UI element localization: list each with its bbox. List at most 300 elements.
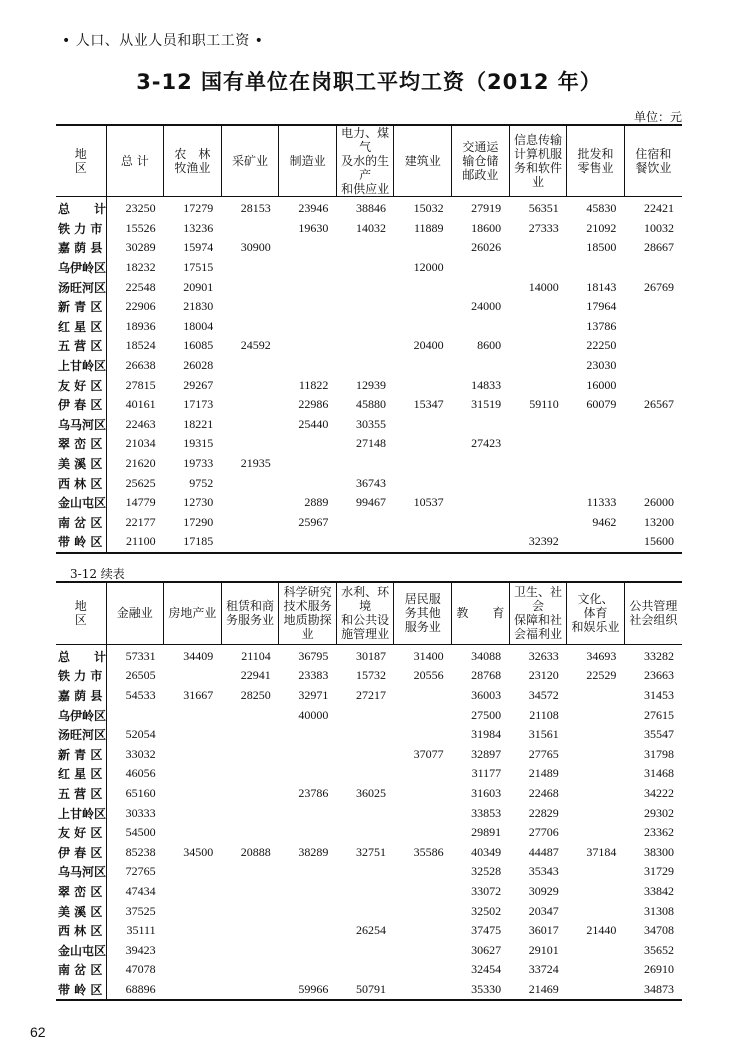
table-cell: 13200: [644, 514, 674, 529]
table-cell: [394, 317, 452, 337]
table-cell: [394, 686, 452, 706]
table-cell: 18500: [586, 240, 617, 255]
row-region-label: 金山屯区: [56, 940, 106, 960]
table-cell: 13236: [183, 220, 214, 235]
table-cell: [394, 238, 452, 258]
table-cell: 28667: [644, 240, 674, 255]
row-region-label: 上甘岭区: [56, 803, 106, 823]
table-row: [56, 356, 682, 376]
table-cell: 21108: [529, 707, 559, 722]
table-row: [56, 803, 682, 823]
table-cell: 18232: [125, 260, 156, 275]
table-cell: 36017: [528, 923, 559, 938]
table-cell: 35547: [644, 727, 674, 742]
table-row: [56, 219, 682, 239]
table-cell: [164, 940, 222, 960]
table-cell: 23250: [125, 201, 156, 216]
table-cell: 27217: [355, 687, 386, 702]
table-cell: [509, 493, 567, 513]
table-cell: 15974: [183, 240, 214, 255]
table-cell: [221, 375, 279, 395]
table-cell: [336, 862, 394, 882]
table-cell: 24592: [240, 338, 271, 353]
table-cell: 59110: [529, 397, 559, 412]
table-cell: 36795: [298, 648, 329, 663]
table-row: [56, 395, 682, 415]
table-cell: [394, 375, 452, 395]
table-cell: 14833: [471, 377, 502, 392]
table-cell: 21489: [528, 766, 559, 781]
table-cell: [279, 940, 337, 960]
table-cell: 20400: [413, 338, 444, 353]
table-cell: 26769: [644, 279, 674, 294]
column-header: 金融业: [106, 582, 164, 644]
table-cell: 30627: [471, 942, 502, 957]
table-cell: 17185: [183, 534, 214, 549]
row-region-label: 汤旺河区: [56, 725, 106, 745]
table-row: [56, 644, 682, 666]
table-cell: 33842: [644, 883, 674, 898]
continuation-label: 3-12 续表: [70, 567, 125, 581]
table-row: [56, 725, 682, 745]
table-cell: [221, 960, 279, 980]
table-cell: 26638: [125, 358, 156, 373]
table-cell: [221, 219, 279, 239]
table-cell: [394, 415, 452, 435]
row-region-label: 红 星 区: [56, 317, 106, 337]
table-cell: 38300: [644, 844, 674, 859]
table-cell: 18524: [125, 338, 156, 353]
table-cell: [221, 277, 279, 297]
table-cell: [279, 725, 337, 745]
table-cell: [624, 297, 682, 317]
table-cell: 26254: [355, 923, 386, 938]
table-cell: [336, 258, 394, 278]
table-cell: [221, 744, 279, 764]
table-row: [56, 686, 682, 706]
table-cell: 72765: [125, 864, 156, 879]
table-cell: [221, 823, 279, 843]
table-cell: [336, 882, 394, 902]
table-cell: [279, 258, 337, 278]
page-number: 62: [30, 1024, 46, 1040]
table-cell: [394, 980, 452, 1001]
table-cell: 31453: [644, 687, 674, 702]
table-row: [56, 862, 682, 882]
column-header: 文化、 体育 和娱乐业: [567, 582, 625, 644]
table-cell: 37077: [413, 746, 444, 761]
table-cell: [164, 862, 222, 882]
table-cell: [279, 277, 337, 297]
row-region-label: 汤旺河区: [56, 277, 106, 297]
table-row: [56, 336, 682, 356]
column-header-region: 地 区: [74, 599, 111, 628]
table-cell: [394, 803, 452, 823]
row-region-label: 伊 春 区: [56, 395, 106, 415]
table-cell: 34088: [471, 648, 502, 663]
row-region-label: 总 计: [56, 197, 106, 219]
table-cell: 9752: [189, 475, 214, 490]
table-cell: [279, 960, 337, 980]
table-cell: 28153: [240, 201, 271, 216]
row-region-label: 嘉 荫 县: [56, 686, 106, 706]
table-cell: [279, 901, 337, 921]
table-cell: 32897: [471, 746, 502, 761]
table-cell: 35586: [413, 844, 444, 859]
table-cell: [567, 901, 625, 921]
table-cell: [509, 238, 567, 258]
table-cell: 14779: [125, 495, 156, 510]
table-cell: [509, 297, 567, 317]
table-cell: [221, 297, 279, 317]
row-region-label: 乌马河区: [56, 415, 106, 435]
table-cell: 38846: [355, 201, 386, 216]
table-cell: 36743: [355, 475, 386, 490]
table-cell: 32633: [528, 648, 559, 663]
table-cell: [394, 454, 452, 474]
table-cell: [221, 725, 279, 745]
row-region-label: 西 林 区: [56, 921, 106, 941]
table-row: [56, 823, 682, 843]
table-cell: [221, 862, 279, 882]
table-cell: [164, 764, 222, 784]
table-row: [56, 277, 682, 297]
table-row: [56, 493, 682, 513]
table-cell: 11822: [298, 377, 329, 392]
table-cell: 11889: [414, 220, 444, 235]
table-row: [56, 960, 682, 980]
table-cell: 54533: [125, 687, 156, 702]
table-cell: [567, 705, 625, 725]
table-cell: 35330: [471, 981, 502, 996]
table-cell: [221, 980, 279, 1001]
table-cell: [279, 454, 337, 474]
table-cell: [221, 434, 279, 454]
table-cell: 37184: [586, 844, 617, 859]
table-cell: 29101: [528, 942, 559, 957]
table-cell: 27333: [528, 220, 559, 235]
table-cell: [279, 317, 337, 337]
table-row: [56, 882, 682, 902]
table-cell: 40161: [125, 397, 156, 412]
table-cell: 26026: [471, 240, 502, 255]
table-cell: [394, 901, 452, 921]
table-cell: 26567: [644, 397, 674, 412]
row-region-label: 翠 峦 区: [56, 882, 106, 902]
table-cell: 23120: [528, 668, 559, 683]
table-cell: [624, 375, 682, 395]
table-cell: [221, 473, 279, 493]
table-cell: [336, 940, 394, 960]
table-cell: 22829: [528, 805, 559, 820]
table-cell: 32528: [471, 864, 502, 879]
table-cell: 31400: [413, 648, 444, 663]
table-cell: 21469: [528, 981, 559, 996]
table-cell: 23383: [298, 668, 329, 683]
column-header: 总 计: [106, 125, 164, 197]
table-cell: 85238: [125, 844, 156, 859]
table-cell: 26505: [125, 668, 156, 683]
table-cell: [452, 356, 510, 376]
table-cell: [164, 705, 222, 725]
table-cell: 34500: [183, 844, 214, 859]
table-cell: [221, 784, 279, 804]
table-cell: 15526: [125, 220, 156, 235]
table-cell: 26028: [183, 358, 214, 373]
table-cell: 31177: [471, 766, 502, 781]
table-cell: 25967: [298, 514, 329, 529]
table-cell: 47078: [125, 962, 156, 977]
table-cell: [567, 803, 625, 823]
table-cell: [452, 415, 510, 435]
row-region-label: 五 营 区: [56, 784, 106, 804]
table-row: [56, 317, 682, 337]
table-cell: [279, 764, 337, 784]
table-cell: 17279: [183, 201, 214, 216]
column-header: 卫生、社会 保障和社 会福利业: [509, 582, 567, 644]
table-cell: 27500: [471, 707, 502, 722]
table-cell: [624, 336, 682, 356]
row-region-label: 嘉 荫 县: [56, 238, 106, 258]
table-cell: 32502: [471, 903, 502, 918]
row-region-label: 友 好 区: [56, 823, 106, 843]
row-region-label: 乌伊岭区: [56, 705, 106, 725]
table-cell: 23362: [644, 825, 674, 840]
table-cell: 56351: [528, 201, 559, 216]
table-cell: 27919: [471, 201, 502, 216]
table-cell: 28768: [471, 668, 502, 683]
table-cell: 31729: [644, 864, 674, 879]
table-cell: [164, 744, 222, 764]
table-cell: 30355: [355, 416, 386, 431]
table-cell: 25625: [125, 475, 156, 490]
table-cell: 29267: [183, 377, 214, 392]
row-region-label: 友 好 区: [56, 375, 106, 395]
table-cell: 13786: [586, 318, 617, 333]
table-cell: 22529: [586, 668, 617, 683]
table-cell: [221, 705, 279, 725]
column-header: 信息传输 计算机服 务和软件业: [509, 125, 567, 197]
table-cell: 26910: [644, 962, 674, 977]
table-cell: 17515: [183, 260, 214, 275]
table-row: [56, 901, 682, 921]
row-region-label: 南 岔 区: [56, 960, 106, 980]
row-region-label: 伊 春 区: [56, 842, 106, 862]
table-cell: [221, 513, 279, 533]
table-cell: [394, 921, 452, 941]
table-cell: [279, 297, 337, 317]
column-header: 批发和 零售业: [567, 125, 625, 197]
table-cell: [624, 258, 682, 278]
table-cell: [567, 473, 625, 493]
table-cell: 19315: [183, 436, 214, 451]
table-row: [56, 666, 682, 686]
table-cell: [394, 823, 452, 843]
table-cell: [164, 823, 222, 843]
table-cell: 21935: [240, 456, 271, 471]
table-cell: 34708: [644, 923, 674, 938]
table-cell: 12730: [183, 495, 214, 510]
table-cell: [336, 705, 394, 725]
table-cell: 45880: [355, 397, 386, 412]
table-row: [56, 744, 682, 764]
row-region-label: 南 岔 区: [56, 513, 106, 533]
table-cell: 20901: [183, 279, 214, 294]
table-row: [56, 375, 682, 395]
table-cell: [394, 473, 452, 493]
table-row: [56, 705, 682, 725]
table-cell: [221, 882, 279, 902]
table-cell: 35343: [528, 864, 559, 879]
table-cell: [452, 532, 510, 553]
table-cell: [164, 921, 222, 941]
row-region-label: 带 岭 区: [56, 980, 106, 1001]
row-region-label: 金山屯区: [56, 493, 106, 513]
table-cell: 22906: [125, 299, 156, 314]
table-cell: [164, 725, 222, 745]
table-cell: [567, 725, 625, 745]
row-region-label: 带 岭 区: [56, 532, 106, 553]
table-cell: [452, 473, 510, 493]
table-cell: [164, 784, 222, 804]
table-cell: 32454: [471, 962, 502, 977]
table-cell: 37475: [471, 923, 502, 938]
table-cell: 35652: [644, 942, 674, 957]
table-cell: 35111: [126, 923, 156, 938]
table-cell: 47434: [125, 883, 156, 898]
table-cell: [221, 493, 279, 513]
table-cell: 15032: [413, 201, 444, 216]
table-cell: 46056: [125, 766, 156, 781]
table-cell: [279, 532, 337, 553]
table-cell: [394, 705, 452, 725]
page-title: 3-12 国有单位在岗职工平均工资（2012 年）: [136, 70, 602, 94]
table-cell: [394, 882, 452, 902]
table-row: [56, 258, 682, 278]
table-cell: [279, 921, 337, 941]
table-cell: [336, 454, 394, 474]
table-cell: [336, 277, 394, 297]
table-cell: [509, 375, 567, 395]
column-header: 居民服 务其他 服务业: [394, 582, 452, 644]
table-cell: 9462: [592, 514, 617, 529]
table-cell: [624, 434, 682, 454]
table-cell: [509, 473, 567, 493]
table-cell: [279, 434, 337, 454]
table-cell: 33072: [471, 883, 502, 898]
wage-table-part2: [56, 581, 682, 1001]
table-cell: 30333: [125, 805, 156, 820]
table-cell: 17290: [183, 514, 214, 529]
table-cell: 34873: [644, 981, 674, 996]
table-cell: 32751: [355, 844, 386, 859]
table-cell: [567, 862, 625, 882]
table-cell: [452, 277, 510, 297]
table-cell: 22548: [125, 279, 156, 294]
table-cell: [452, 493, 510, 513]
table-cell: 30900: [240, 240, 271, 255]
table-cell: 20347: [528, 903, 559, 918]
table-cell: 22986: [298, 397, 329, 412]
table-cell: [336, 764, 394, 784]
table-cell: [336, 725, 394, 745]
table-cell: [509, 434, 567, 454]
table-row: [56, 415, 682, 435]
table-cell: [394, 356, 452, 376]
row-region-label: 翠 峦 区: [56, 434, 106, 454]
table-cell: [164, 666, 222, 686]
table-cell: 21830: [183, 299, 214, 314]
table-cell: [567, 415, 625, 435]
table-cell: [336, 901, 394, 921]
column-header: 交通运 输仓储 邮政业: [452, 125, 510, 197]
table-cell: 25440: [298, 416, 329, 431]
table-cell: 12000: [413, 260, 444, 275]
table-header-row: [56, 125, 682, 197]
table-cell: 10537: [413, 495, 444, 510]
table-cell: 23786: [298, 785, 329, 800]
table-cell: 33724: [528, 962, 559, 977]
table-cell: 2889: [304, 495, 329, 510]
column-header: 房地产业: [164, 582, 222, 644]
column-header: 住宿和 餐饮业: [624, 125, 682, 197]
table-cell: [336, 297, 394, 317]
row-region-label: 总 计: [56, 644, 106, 666]
table-cell: [509, 258, 567, 278]
table-cell: [164, 803, 222, 823]
table-cell: [624, 473, 682, 493]
table-cell: 29302: [644, 805, 674, 820]
section-header: • 人口、从业人员和职工工资 •: [62, 33, 264, 49]
table-cell: 15347: [413, 397, 444, 412]
table-cell: [624, 454, 682, 474]
table-cell: 45830: [586, 201, 617, 216]
table-cell: 24000: [471, 299, 502, 314]
table-cell: 22177: [125, 514, 156, 529]
table-cell: 18600: [471, 220, 502, 235]
table-cell: 18221: [183, 416, 214, 431]
table-cell: 38289: [298, 844, 329, 859]
table-row: [56, 238, 682, 258]
table-cell: 27706: [528, 825, 559, 840]
table-cell: 21034: [125, 436, 156, 451]
table-cell: 31667: [183, 687, 214, 702]
table-cell: [567, 744, 625, 764]
table-cell: [336, 803, 394, 823]
table-row: [56, 454, 682, 474]
table-cell: [394, 862, 452, 882]
table-row: [56, 784, 682, 804]
row-region-label: 铁 力 市: [56, 219, 106, 239]
table-cell: 10032: [644, 220, 674, 235]
table-cell: [509, 336, 567, 356]
table-row: [56, 980, 682, 1001]
table-row: [56, 764, 682, 784]
table-cell: 22468: [528, 785, 559, 800]
table-cell: 57331: [125, 648, 156, 663]
table-cell: [279, 356, 337, 376]
column-header-region: 地 区: [74, 147, 111, 175]
table-cell: 20888: [240, 844, 271, 859]
table-cell: 26000: [644, 495, 674, 510]
table-cell: 19733: [183, 456, 214, 471]
table-cell: 15600: [644, 534, 674, 549]
table-cell: 12939: [355, 377, 386, 392]
table-cell: 11333: [586, 495, 617, 510]
table-cell: 21092: [586, 220, 617, 235]
table-cell: 14032: [355, 220, 386, 235]
table-row: [56, 197, 682, 219]
